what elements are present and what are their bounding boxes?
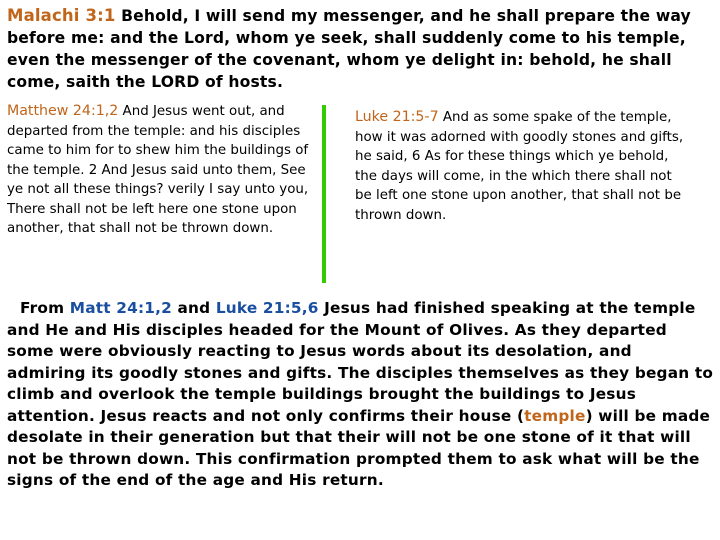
- column-divider: [322, 105, 326, 283]
- summary-luke-reference: Luke 21:5,6: [215, 299, 319, 317]
- malachi-verse: [7, 5, 715, 93]
- summary-and: and: [172, 299, 216, 317]
- malachi-text: Behold, I will send my messenger, and he shall prepare the way before me: and the Lord, whom ye seek, shall suddenly come to his temple, even the messenger of the covenant, whom ye delight in: behold, he shall come, saith the LORD of hosts.: [7, 7, 691, 91]
- luke-verse: [355, 108, 687, 225]
- summary-paragraph: [7, 298, 715, 492]
- luke-text: And as some spake of the temple, how it was adorned with goodly stones and gifts, he said, 6 As for these things which ye behold, the days will come, in the which there shall not be left one stone upon another, that shall not be thrown down.: [355, 110, 684, 223]
- summary-matthew-reference: Matt 24:1,2: [69, 299, 172, 317]
- matthew-verse: [7, 102, 315, 239]
- luke-reference: Luke 21:5-7: [355, 109, 439, 125]
- summary-text-part2: ) will be made desolate in their generation but that their will not be one stone of it that will not be thrown down. This confirmation prompted them to ask what will be the signs of the end of the age and His return.: [7, 406, 711, 489]
- summary-text-part1: Jesus had finished speaking at the temple and He and His disciples headed for the Mount of Olives. As they departed some were obviously reacting to Jesus words about its desolation, and admiring its goodly stones and gifts. The disciples themselves as they began to climb and overlook the temple buildings brought the buildings to Jesus attention. Jesus reacts and not only confirms their house (: [7, 299, 714, 425]
- malachi-reference: Malachi 3:1: [7, 6, 116, 25]
- matthew-reference: Matthew 24:1,2: [7, 103, 119, 119]
- summary-lead: From: [20, 299, 70, 317]
- summary-temple-word: temple: [524, 406, 586, 425]
- matthew-text: And Jesus went out, and departed from the temple: and his disciples came to him for to shew him the buildings of the temple. 2 And Jesus said unto them, See ye not all these things? verily I say unto you, There shall not be left here one stone upon another, that shall not be thrown down.: [7, 104, 309, 236]
